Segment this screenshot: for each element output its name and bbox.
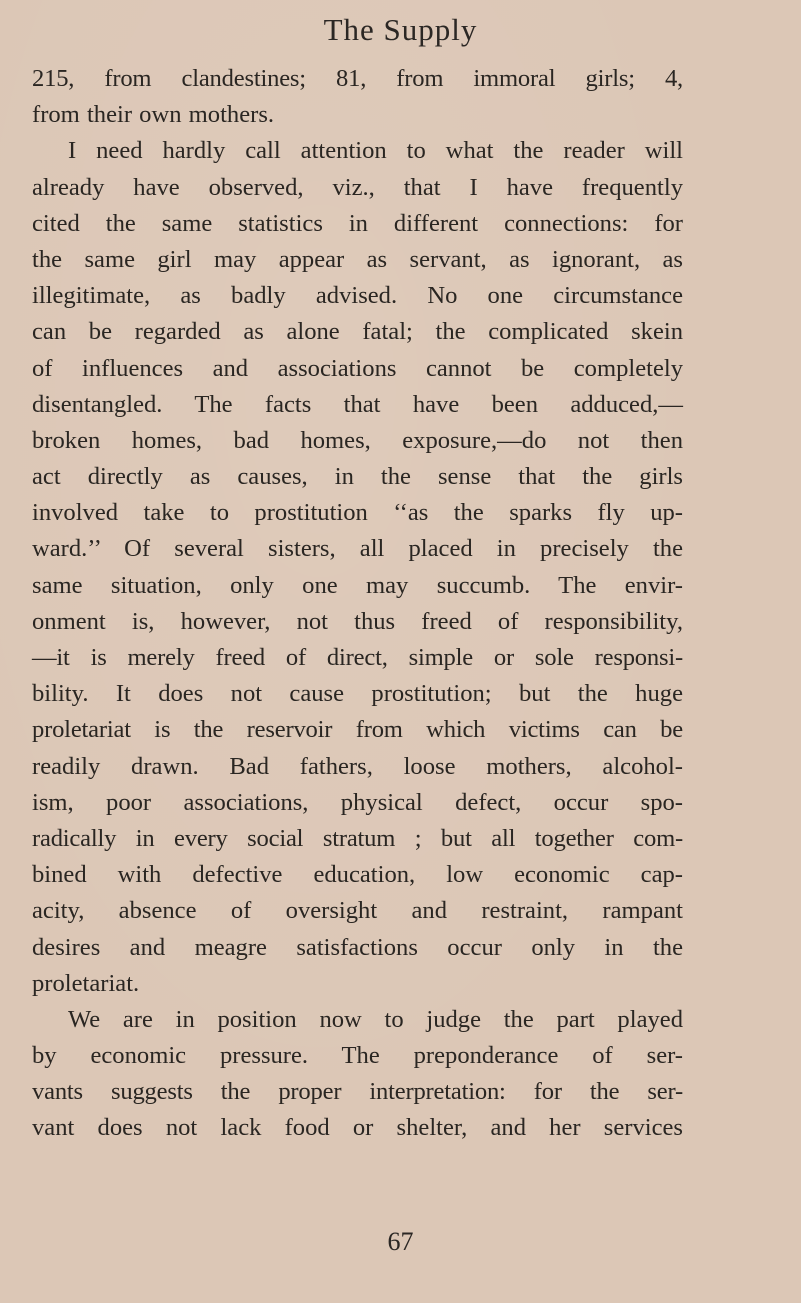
text-line: can be regarded as alone fatal; the complicated skein xyxy=(32,318,683,346)
text-line: vant does not lack food or shelter, and her services xyxy=(32,1114,683,1142)
text-line: desires and meagre satisfactions occur only in the xyxy=(32,933,683,961)
text-line: the same girl may appear as servant, as ignorant, as xyxy=(32,245,683,273)
text-line: proletariat is the reservoir from which victims can be xyxy=(32,716,683,744)
text-line: readily drawn. Bad fathers, loose mothers, alcohol- xyxy=(32,752,683,780)
text-line: 215, from clandestines; 81, from immoral girls; 4, xyxy=(32,65,683,92)
running-title: The Supply xyxy=(323,12,478,47)
text-line: already have observed, viz., that I have frequently xyxy=(32,173,683,201)
text-line: —it is merely freed of direct, simple or sole responsi- xyxy=(32,644,683,671)
text-line: act directly as causes, in the sense that the girls xyxy=(32,463,683,491)
text-line: involved take to prostitution ‘‘as the sparks fly up- xyxy=(32,499,683,527)
text-line: vants suggests the proper interpretation: for the ser- xyxy=(32,1078,683,1106)
text-line: by economic pressure. The preponderance of ser- xyxy=(32,1042,683,1070)
text-line: of influences and associations cannot be completely xyxy=(32,354,683,382)
text-line: bility. It does not cause prostitution; but the huge xyxy=(32,680,683,708)
text-line: same situation, only one may succumb. The envir- xyxy=(32,571,683,599)
text-line: onment is, however, not thus freed of responsibility, xyxy=(32,607,683,635)
text-line: bined with defective education, low economic cap- xyxy=(32,861,683,889)
text-line: illegitimate, as badly advised. No one circumstance xyxy=(32,282,683,310)
text-line: I need hardly call attention to what the reader will xyxy=(68,137,683,165)
text-line: proletariat. xyxy=(32,969,140,997)
text-line: from their own mothers. xyxy=(32,101,275,129)
text-line: radically in every social stratum ; but all together com- xyxy=(32,824,683,852)
text-line: ward.’’ Of several sisters, all placed in precisely the xyxy=(32,535,683,563)
body-text xyxy=(32,61,683,1147)
text-line: acity, absence of oversight and restraint, rampant xyxy=(32,897,683,925)
text-line: broken homes, bad homes, exposure,—do not then xyxy=(32,426,683,454)
text-line: ism, poor associations, physical defect, occur spo- xyxy=(32,788,683,816)
text-line: We are in position now to judge the part played xyxy=(68,1005,683,1033)
text-line: disentangled. The facts that have been adduced,— xyxy=(32,390,683,418)
text-line: cited the same statistics in different connections: for xyxy=(32,209,683,237)
page-number: 67 xyxy=(387,1227,414,1256)
